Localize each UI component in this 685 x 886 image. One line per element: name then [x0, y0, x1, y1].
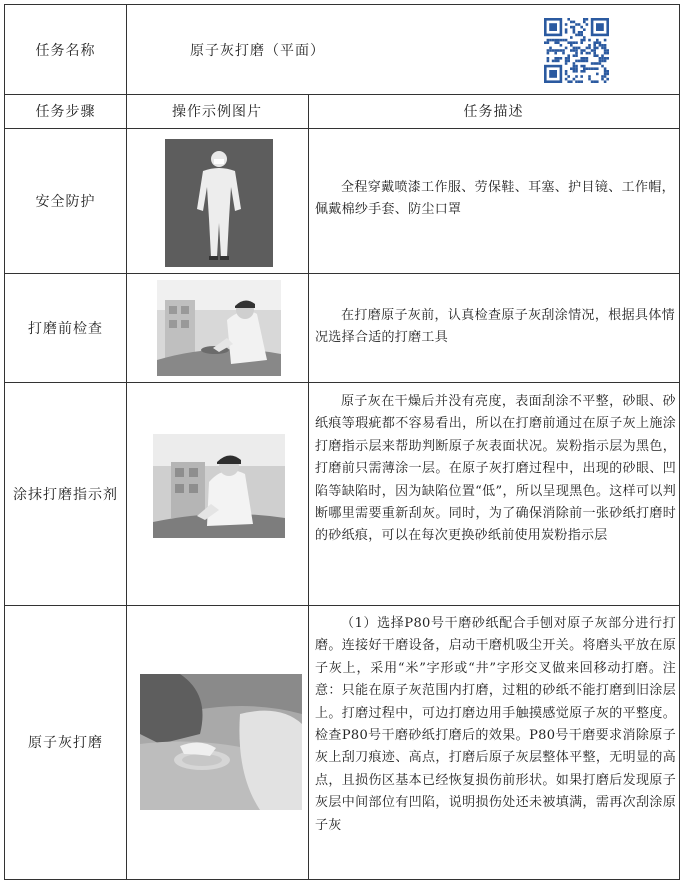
step-description-inspection [315, 305, 675, 350]
step-label-filler-sanding: 原子灰打磨 [28, 735, 103, 751]
task-table [4, 4, 680, 880]
photo-filler-sanding [140, 674, 302, 810]
column-divider [308, 94, 309, 879]
photo-protective-suit [165, 139, 273, 267]
column-header-step: 任务步骤 [35, 104, 96, 120]
task-name-value: 原子灰打磨（平面） [190, 42, 325, 59]
description-text: 原子灰在干燥后并没有亮度，表面刮涂不平整，砂眼、砂纸痕等瑕疵都不容易看出，所以在打磨前通过在原子灰上施涂打磨指示层来帮助判断原子灰表面状况。炭粉指示层为黑色，打磨前只需薄涂一层。在原子灰打磨过程中，出现的砂眼、凹陷等缺陷时，因为缺陷位置“低”，所以呈现黑色。这样可以判断哪里需要重新刮灰。同时，为了确保消除前一张砂纸打磨时的砂纸痕，可以在每次更换砂纸前使用炭粉指示层 [315, 394, 676, 544]
column-header-image: 操作示例图片 [172, 104, 262, 120]
step-description-guide-coat [315, 391, 676, 548]
step-label-inspection: 打磨前检查 [28, 320, 103, 337]
column-divider [126, 5, 127, 879]
step-label-guide-coat: 涂抹打磨指示剂 [13, 486, 118, 503]
photo-pre-sanding-inspection [157, 280, 281, 376]
photo-applying-guide-coat [153, 434, 285, 538]
step-label-safety: 安全防护 [35, 193, 96, 210]
description-text: 全程穿戴喷漆工作服、劳保鞋、耳塞、护目镜、工作帽，佩戴棉纱手套、防尘口罩 [315, 180, 675, 218]
description-text: 在打磨原子灰前，认真检查原子灰刮涂情况，根据具体情况选择合适的打磨工具 [315, 308, 675, 346]
task-name-label: 任务名称 [35, 42, 96, 59]
column-header-desc: 任务描述 [463, 104, 524, 120]
step-description-filler-sanding [315, 613, 676, 837]
step-description-safety [315, 177, 675, 222]
qr-code[interactable] [544, 18, 609, 83]
description-text: （1）选择P80号干磨砂纸配合手刨对原子灰部分进行打磨。连接好干磨设备，启动干磨机吸尘开关。将磨头平放在原子灰上，采用“米”字形或“井”字形交叉做来回移动打磨。注意：只能在原子灰范围内打磨，过粗的砂纸不能打磨到旧涂层上。打磨过程中，可边打磨边用手触摸感觉原子灰的平整度。检查P80号干磨砂纸打磨后的效果。P80号干磨要求消除原子灰上刮刀痕迹、高点，打磨后原子灰层整体平整，无明显的高点，且损伤区基本已经恢复损伤前形状。如果打磨后发现原子灰层中间部位有凹陷，说明损伤处还未被填满，需再次刮涂原子灰 [315, 616, 676, 833]
